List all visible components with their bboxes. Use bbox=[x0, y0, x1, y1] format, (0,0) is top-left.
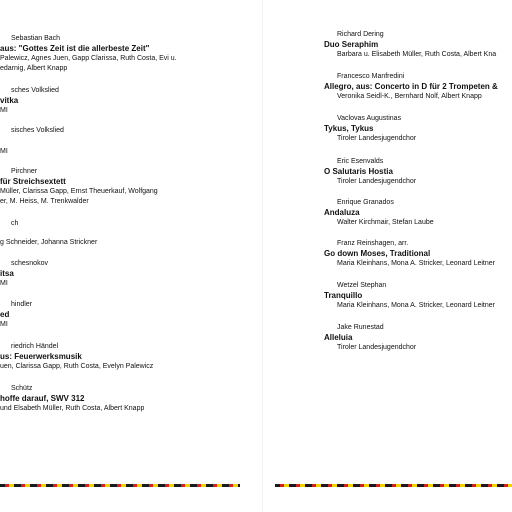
performers-line: MI bbox=[0, 280, 8, 287]
composer-name: Jake Runestad bbox=[337, 324, 384, 331]
piece-title: Go down Moses, Traditional bbox=[324, 249, 431, 258]
program-entry bbox=[324, 239, 495, 269]
piece-title: Tranquillo bbox=[324, 291, 363, 300]
piece-title: Andaluza bbox=[324, 208, 360, 217]
performers-line: er, M. Heiss, M. Trenkwalder bbox=[0, 198, 89, 205]
program-entry bbox=[0, 219, 97, 248]
performers-line: uen, Clarissa Gapp, Ruth Costa, Evelyn Palewicz bbox=[0, 363, 154, 370]
program-entry bbox=[324, 323, 416, 353]
performers-line: Tiroler Landesjugendchor bbox=[337, 344, 417, 351]
piece-title: aus: "Gottes Zeit ist die allerbeste Zeit" bbox=[0, 44, 150, 53]
performers-line: MI bbox=[0, 107, 8, 114]
piece-title: Alleluia bbox=[324, 333, 353, 342]
program-entry bbox=[0, 34, 177, 74]
performers-line: Tiroler Landesjugendchor bbox=[337, 178, 417, 185]
composer-name: riedrich Händel bbox=[11, 343, 59, 350]
program-entry bbox=[0, 126, 64, 157]
performers-line: edarnig, Albert Knapp bbox=[0, 65, 68, 72]
performers-line: Müller, Clarissa Gapp, Ernst Theuerkauf, Wolfgang bbox=[0, 188, 158, 195]
program-entry bbox=[324, 72, 498, 102]
composer-name: Wetzel Stephan bbox=[337, 282, 387, 289]
composer-name: Vaclovas Augustinas bbox=[337, 115, 402, 122]
piece-title: Duo Seraphim bbox=[324, 40, 379, 49]
program-entry bbox=[0, 167, 158, 207]
program-entry bbox=[0, 86, 59, 116]
composer-name: Pirchner bbox=[11, 168, 38, 175]
composer-name: ch bbox=[11, 220, 19, 227]
performers-line: und Elsabeth Müller, Ruth Costa, Albert Knapp bbox=[0, 405, 145, 412]
composer-name: sisches Volkslied bbox=[11, 127, 64, 134]
performers-line: MI bbox=[0, 148, 8, 155]
program-entry bbox=[324, 157, 416, 187]
piece-title: us: Feuerwerksmusik bbox=[0, 352, 82, 361]
composer-name: hindler bbox=[11, 301, 33, 308]
program-entry bbox=[324, 114, 416, 144]
performers-line: MI bbox=[0, 321, 8, 328]
decorative-color-stripe bbox=[275, 484, 512, 487]
decorative-color-stripe bbox=[0, 484, 240, 487]
program-entry bbox=[324, 198, 434, 228]
piece-title: hoffe darauf, SWV 312 bbox=[0, 394, 85, 403]
composer-name: Francesco Manfredini bbox=[337, 73, 405, 80]
composer-name: schesnokov bbox=[11, 260, 48, 267]
composer-name: Sebastian Bach bbox=[11, 35, 61, 42]
composer-name: Franz Reinshagen, arr. bbox=[337, 240, 409, 247]
piece-title: für Streichsextett bbox=[0, 177, 66, 186]
program-entry bbox=[0, 342, 153, 372]
program-entry bbox=[0, 384, 144, 414]
piece-title: O Salutaris Hostia bbox=[324, 167, 393, 176]
performers-line: Walter Kirchmair, Stefan Laube bbox=[337, 219, 434, 226]
performers-line: Veronika Seidl-K., Bernhard Nolf, Albert Knapp bbox=[337, 93, 482, 100]
performers-line: Tiroler Landesjugendchor bbox=[337, 135, 417, 142]
composer-name: Eric Esenvalds bbox=[337, 158, 384, 165]
program-entry bbox=[324, 281, 495, 311]
performers-line: Palewicz, Agnes Juen, Gapp Clarissa, Ruth Costa, Evi u. bbox=[0, 55, 177, 62]
right-program-page bbox=[262, 0, 512, 512]
performers-line: g Schneider, Johanna Strickner bbox=[0, 239, 98, 246]
composer-name: Schütz bbox=[11, 385, 33, 392]
performers-line: Maria Kleinhans, Mona A. Stricker, Leonard Leitner bbox=[337, 302, 495, 309]
composer-name: Richard Dering bbox=[337, 31, 384, 38]
performers-line: Barbara u. Elisabeth Müller, Ruth Costa, Albert Kna bbox=[337, 51, 497, 58]
program-entry bbox=[0, 300, 32, 330]
piece-title: Allegro, aus: Concerto in D für 2 Trompeten & bbox=[324, 82, 498, 91]
piece-title: Tykus, Tykus bbox=[324, 124, 374, 133]
piece-title: vitka bbox=[0, 96, 19, 105]
piece-title: itsa bbox=[0, 269, 14, 278]
program-entry bbox=[0, 259, 48, 289]
piece-title: ed bbox=[0, 310, 10, 319]
performers-line: Maria Kleinhans, Mona A. Stricker, Leonard Leitner bbox=[337, 260, 495, 267]
program-entry bbox=[324, 30, 496, 60]
composer-name: sches Volkslied bbox=[11, 87, 59, 94]
composer-name: Enrique Granados bbox=[337, 199, 394, 206]
